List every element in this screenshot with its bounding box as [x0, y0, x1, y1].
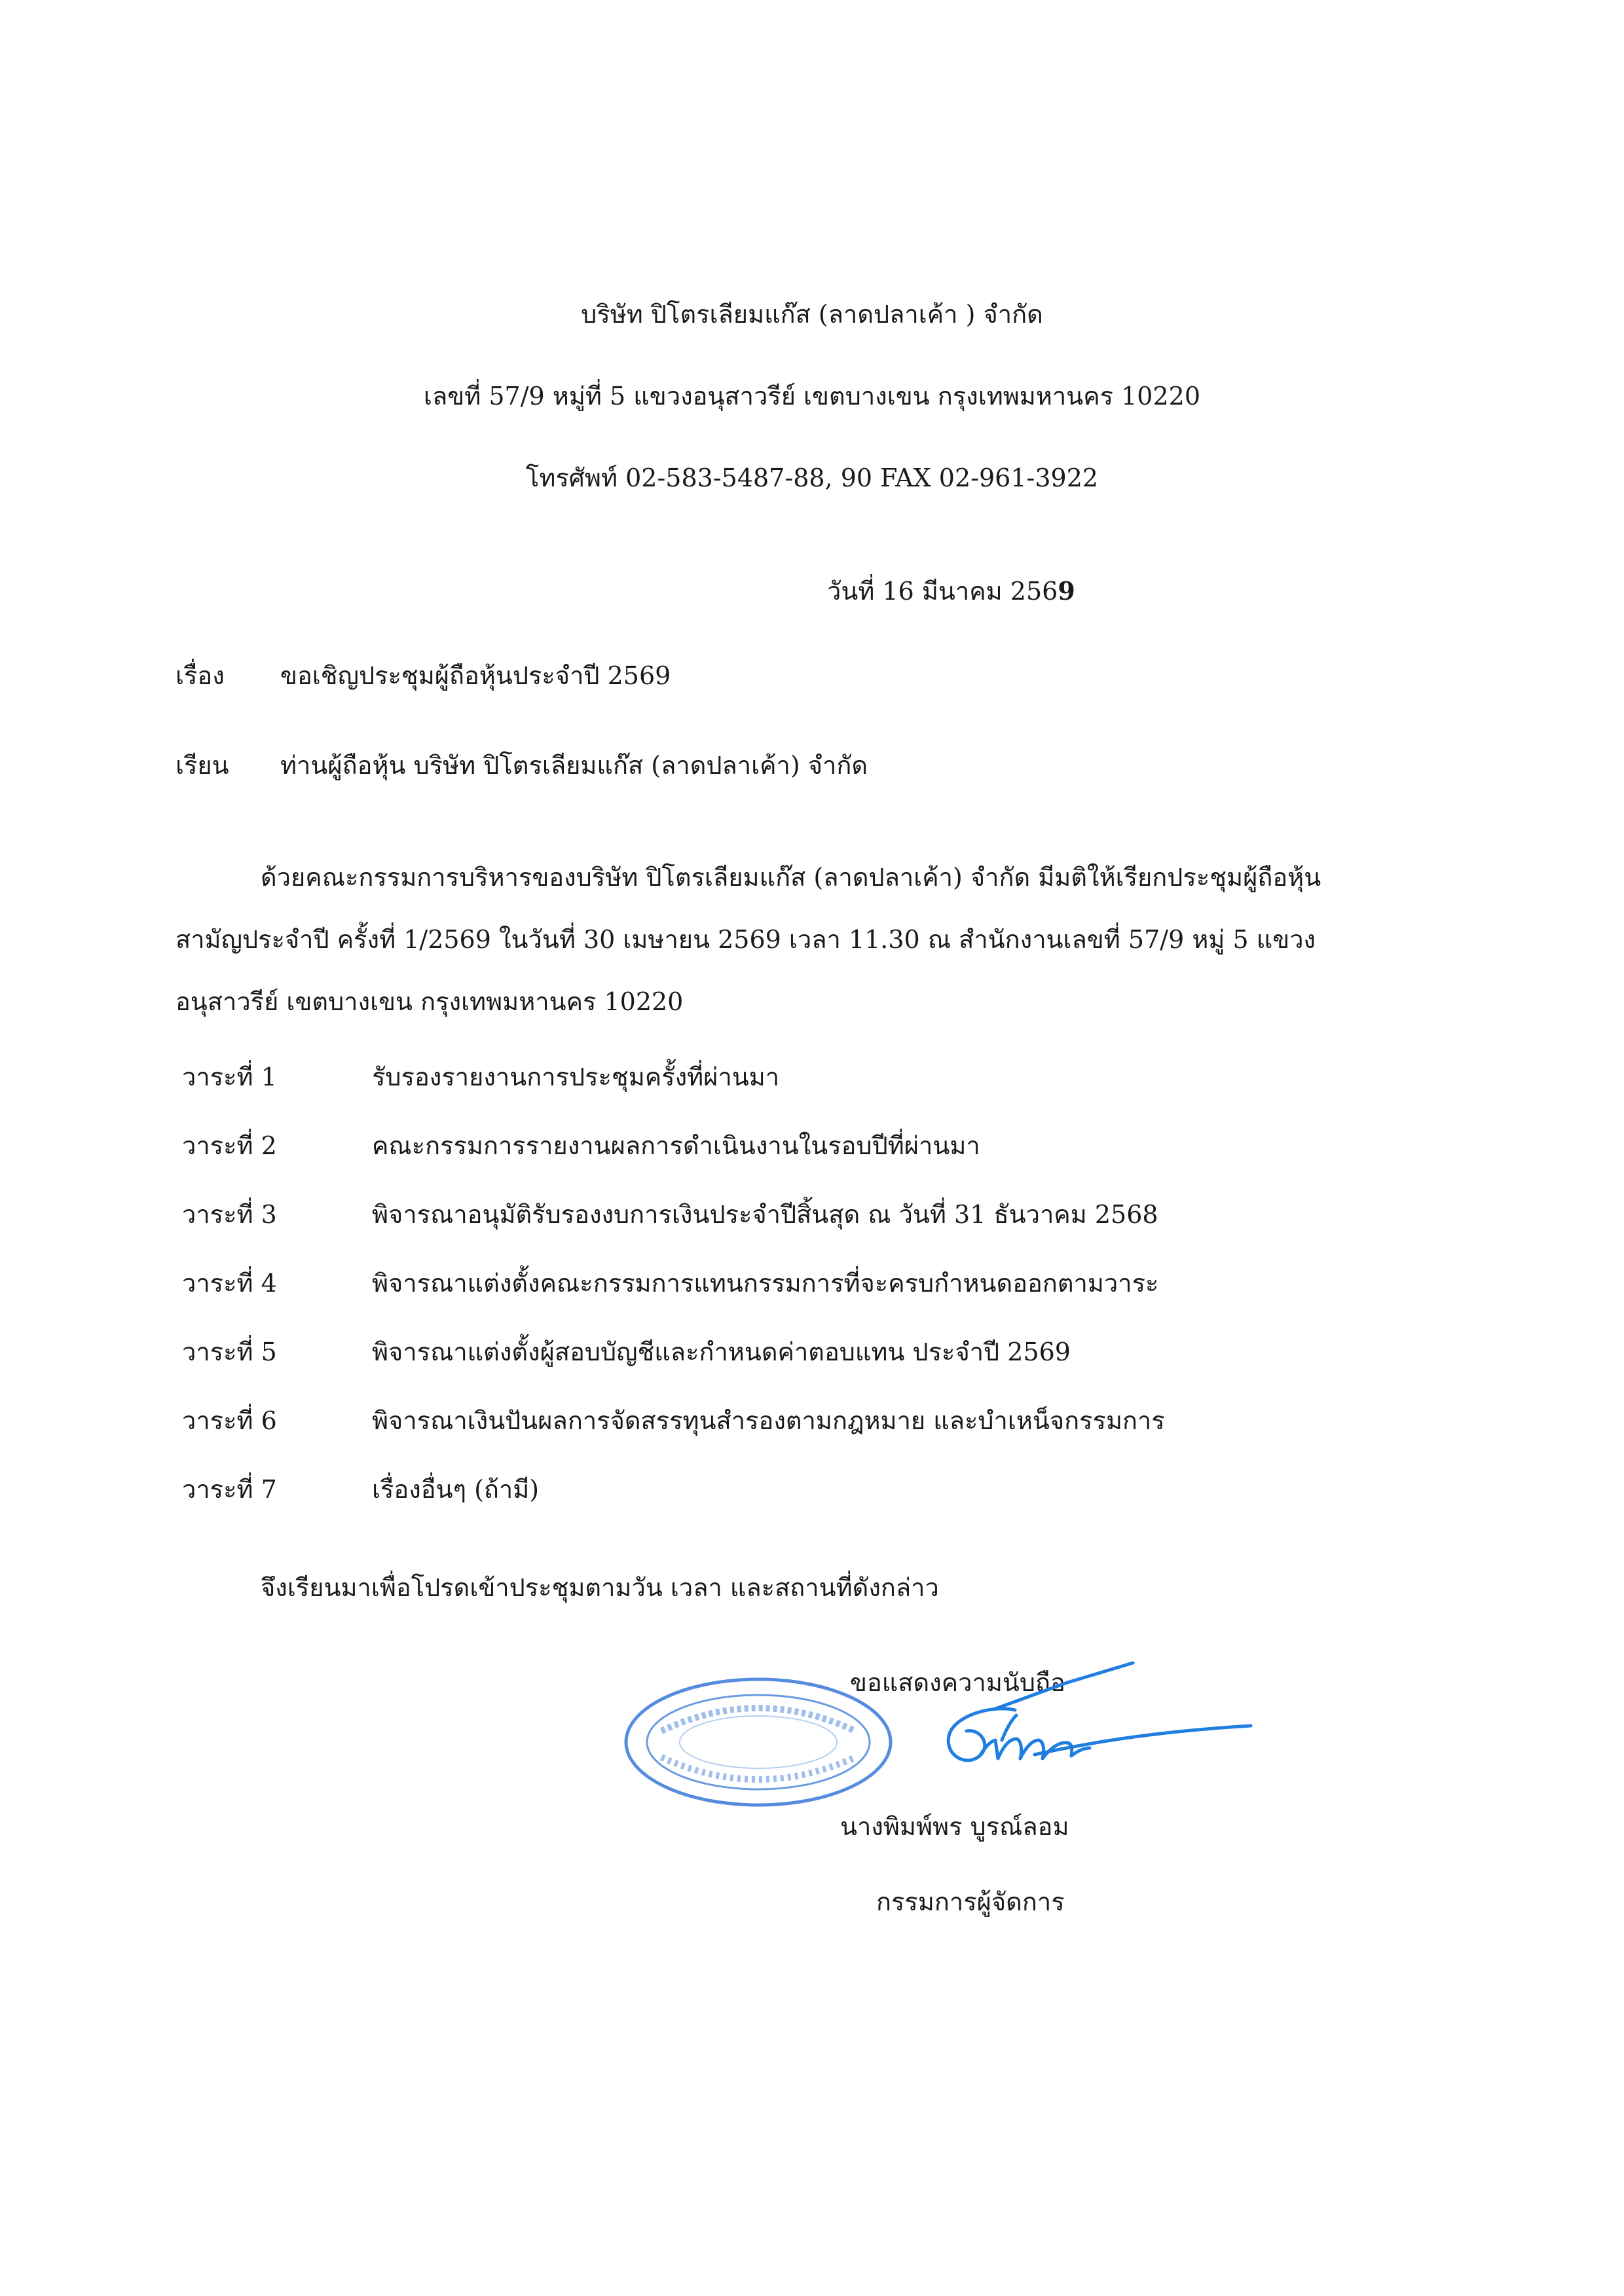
company-phone: โทรศัพท์ 02-583-5487-88, 90 FAX 02-961-3922 [525, 464, 1099, 492]
recipient-text: ท่านผู้ถือหุ้น บริษัท ปิโตรเลียมแก๊ส (ลาดปลาเค้า) จำกัด [280, 751, 868, 780]
letter-date-last-digit: 9 [1058, 576, 1075, 606]
agenda-item-text: พิจารณาเงินปันผลการจัดสรรทุนสำรองตามกฎหมาย และบำเหน็จกรรมการ [372, 1406, 1165, 1435]
agenda-item-text: คณะกรรมการรายงานผลการดำเนินงานในรอบปีที่ผ่านมา [372, 1131, 980, 1160]
agenda-item-label: วาระที่ 2 [182, 1131, 277, 1160]
regards-text: ขอแสดงความนับถือ [850, 1668, 1065, 1697]
agenda-item-text: พิจารณาแต่งตั้งคณะกรรมการแทนกรรมการที่จะครบกำหนดออกตามวาระ [372, 1269, 1159, 1298]
body-line: อนุสาวรีย์ เขตบางเขน กรุงเทพมหานคร 10220 [175, 987, 684, 1016]
agenda-item-label: วาระที่ 3 [182, 1200, 277, 1229]
body-line: ด้วยคณะกรรมการบริหารของบริษัท ปิโตรเลียมแก๊ส (ลาดปลาเค้า) จำกัด มีมติให้เรียกประชุมผู้ถือหุ้น [261, 863, 1321, 892]
body-line: สามัญประจำปี ครั้งที่ 1/2569 ในวันที่ 30 เมษายน 2569 เวลา 11.30 ณ สำนักงานเลขที่ 57/9 หมู่ 5 แขวง [175, 925, 1316, 954]
company-address: เลขที่ 57/9 หมู่ที่ 5 แขวงอนุสาวรีย์ เขตบางเขน กรุงเทพมหานคร 10220 [424, 382, 1200, 410]
letter-date-text: วันที่ 16 มีนาคม 256 [827, 577, 1058, 606]
company-name: บริษัท ปิโตรเลียมแก๊ส (ลาดปลาเค้า ) จำกัด [581, 300, 1043, 329]
agenda-item-text: พิจารณาอนุมัติรับรองงบการเงินประจำปีสิ้นสุด ณ วันที่ 31 ธันวาคม 2568 [372, 1200, 1158, 1229]
agenda-item-text: พิจารณาแต่งตั้งผู้สอบบัญชีและกำหนดค่าตอบแทน ประจำปี 2569 [372, 1338, 1071, 1366]
agenda-item-label: วาระที่ 1 [182, 1063, 277, 1091]
agenda-item-label: วาระที่ 4 [182, 1269, 277, 1298]
agenda-item-label: วาระที่ 7 [182, 1475, 277, 1504]
subject-text: ขอเชิญประชุมผู้ถือหุ้นประจำปี 2569 [280, 661, 671, 690]
agenda-item-text: รับรองรายงานการประชุมครั้งที่ผ่านมา [372, 1063, 780, 1091]
agenda-item-label: วาระที่ 6 [182, 1406, 277, 1435]
signature [851, 1656, 1257, 1813]
agenda-item-label: วาระที่ 5 [182, 1338, 277, 1366]
signer-name: นางพิมพ์พร บูรณ์ลอม [840, 1812, 1069, 1841]
closing-text: จึงเรียนมาเพื่อโปรดเข้าประชุมตามวัน เวลา และสถานที่ดังกล่าว [261, 1573, 939, 1602]
agenda-item-text: เรื่องอื่นๆ (ถ้ามี) [372, 1475, 540, 1504]
recipient-label: เรียน [175, 751, 229, 780]
signer-title: กรรมการผู้จัดการ [876, 1887, 1065, 1916]
subject-label: เรื่อง [175, 661, 225, 690]
letter-date [827, 576, 1075, 607]
